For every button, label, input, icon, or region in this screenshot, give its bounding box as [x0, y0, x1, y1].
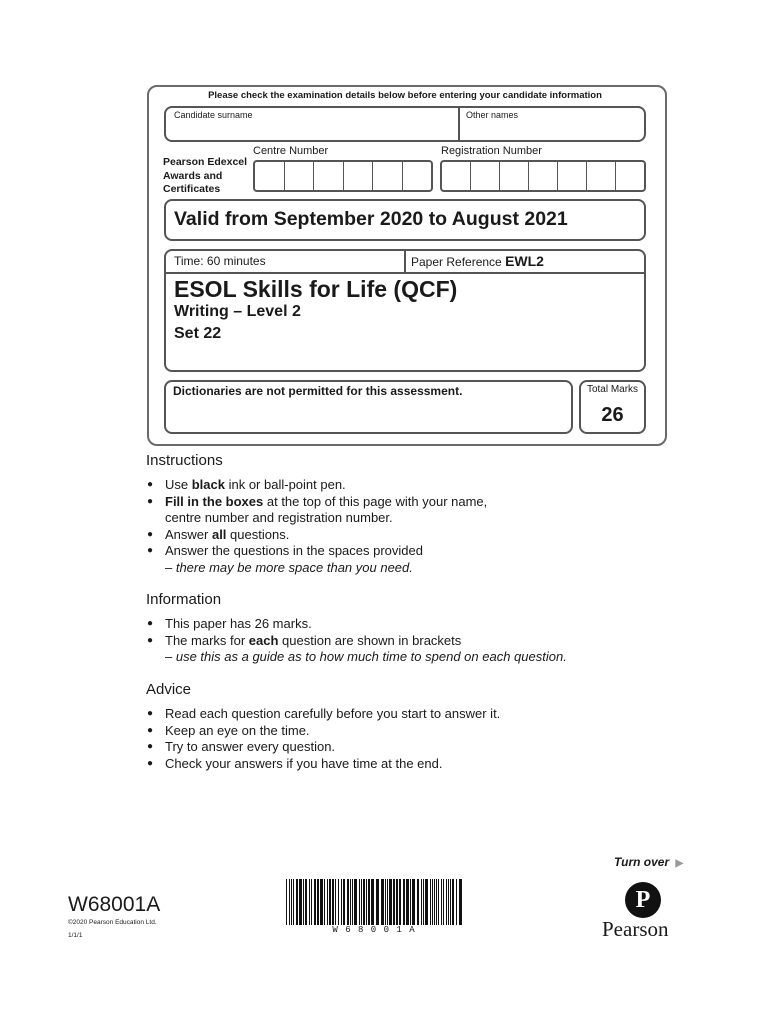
barcode-bar: [305, 879, 307, 925]
registration-number-boxes[interactable]: [440, 160, 646, 192]
barcode-bar: [371, 879, 374, 925]
list-item: [147, 543, 487, 576]
version: 1/1/1: [68, 932, 83, 939]
item-text: ink or ball-point pen.: [224, 477, 346, 492]
digit-box[interactable]: [314, 162, 344, 190]
item-text: The marks for: [165, 632, 249, 648]
barcode-bar: [303, 879, 304, 925]
other-names-field[interactable]: [462, 122, 644, 140]
item-emphasis: black: [191, 477, 225, 492]
advice-heading: Advice: [146, 681, 192, 698]
item-emphasis: each: [248, 632, 279, 648]
list-item: [147, 633, 567, 666]
barcode-bar: [363, 879, 365, 925]
barcode-bar: [381, 879, 384, 925]
turn-over-label: Turn over: [614, 855, 670, 869]
barcode-bar: [314, 879, 316, 925]
barcode-bar: [327, 879, 328, 925]
list-item: ● Check your answers if you have time at the end.: [147, 756, 500, 773]
barcode-bar: [293, 879, 294, 925]
awarding-body: [163, 156, 247, 197]
barcode-bar: [446, 879, 447, 925]
time-ref-divider: [404, 249, 406, 273]
candidate-surname-label: Candidate surname: [174, 110, 253, 120]
barcode-bar: [412, 879, 415, 925]
barcode-bar: [299, 879, 302, 925]
item-text: questions.: [226, 526, 290, 542]
item-emphasis: Fill in the boxes: [165, 493, 264, 509]
barcode-bar: [361, 879, 362, 925]
list-item: [147, 477, 487, 494]
item-text: Use: [165, 477, 192, 492]
other-names-label: Other names: [466, 110, 519, 120]
barcode-bar: [432, 879, 433, 925]
barcode-bar: [417, 879, 419, 925]
awarding-body-line: Certificates: [163, 183, 221, 195]
list-item: ● Keep an eye on the time.: [147, 723, 500, 740]
awarding-body-line: Awards and: [163, 169, 223, 182]
barcode-bar: [359, 879, 360, 925]
barcode-bar: [448, 879, 449, 925]
total-marks-label: Total Marks: [586, 384, 639, 395]
item-text: question are shown in brackets: [278, 632, 462, 648]
barcode-bar: [421, 879, 422, 925]
barcode-bar: [376, 879, 379, 925]
check-details-note: Please check the examination details below before entering your candidate information: [208, 90, 602, 101]
advice-list: [147, 706, 500, 772]
barcode-bar: [352, 879, 353, 925]
barcode-bar: [338, 879, 339, 925]
paper-reference: [411, 253, 544, 269]
registration-number-label: Registration Number: [441, 145, 542, 157]
barcode-bar: [317, 879, 319, 925]
list-item: [147, 527, 487, 544]
barcode-bar: [434, 879, 435, 925]
barcode-bar: [309, 879, 310, 925]
digit-box[interactable]: [500, 162, 529, 190]
barcode-bar: [425, 879, 428, 925]
exam-set: Set 22: [174, 325, 222, 342]
paper-code: W68001A: [68, 893, 161, 916]
barcode-bar: [385, 879, 386, 925]
centre-number-label: Centre Number: [253, 145, 329, 157]
triangle-right-icon: ▶: [675, 858, 684, 869]
barcode: [286, 879, 464, 925]
barcode-bar: [443, 879, 444, 925]
item-text: centre number and registration number.: [165, 510, 393, 525]
copyright: ©2020 Pearson Education Ltd.: [68, 919, 157, 926]
barcode-bar: [441, 879, 442, 925]
digit-box[interactable]: [529, 162, 558, 190]
list-item: ● Read each question carefully before you start to answer it.: [147, 706, 500, 723]
candidate-surname-field[interactable]: [166, 122, 456, 140]
item-text: This paper has 26 marks.: [165, 616, 312, 631]
item-note: – use this as a guide as to how much time to spend on each question.: [165, 649, 567, 664]
barcode-bar: [387, 879, 388, 925]
digit-box[interactable]: [587, 162, 616, 190]
barcode-bar: [286, 879, 287, 925]
barcode-bar: [341, 879, 342, 925]
barcode-bar: [456, 879, 457, 925]
barcode-bar: [396, 879, 398, 925]
dictionaries-note: Dictionaries are not permitted for this assessment.: [173, 384, 463, 398]
centre-number-boxes[interactable]: [253, 160, 433, 192]
total-marks-value: 26: [601, 404, 624, 426]
instructions-list: [147, 477, 487, 576]
digit-box[interactable]: [616, 162, 644, 190]
barcode-bar: [430, 879, 431, 925]
barcode-bar: [389, 879, 392, 925]
barcode-bar: [296, 879, 298, 925]
digit-box[interactable]: [285, 162, 315, 190]
digit-box[interactable]: [403, 162, 432, 190]
information-list: [147, 616, 567, 666]
barcode-bar: [450, 879, 451, 925]
barcode-bar: [354, 879, 357, 925]
barcode-bar: [399, 879, 401, 925]
information-heading: Information: [146, 591, 222, 608]
barcode-bar: [350, 879, 351, 925]
turn-over-prompt: [614, 855, 683, 869]
barcode-bar: [436, 879, 437, 925]
barcode-bar: [406, 879, 409, 925]
paper-reference-label: Paper Reference: [411, 255, 502, 269]
item-text: Answer: [165, 526, 212, 542]
barcode-bar: [459, 879, 462, 925]
barcode-bar: [311, 879, 312, 925]
barcode-bar: [368, 879, 370, 925]
barcode-bar: [452, 879, 454, 925]
barcode-bar: [324, 879, 325, 925]
awarding-body-line: Pearson Edexcel: [163, 156, 248, 168]
exam-title: ESOL Skills for Life (QCF): [174, 276, 458, 302]
item-text: Answer the questions in the spaces provided: [165, 543, 423, 558]
digit-box[interactable]: [344, 162, 374, 190]
list-item: [147, 494, 487, 527]
barcode-text: W 6 8 0 0 1 A: [332, 925, 416, 935]
barcode-bar: [366, 879, 367, 925]
barcode-bar: [393, 879, 395, 925]
pearson-logo-icon: [625, 882, 661, 918]
barcode-bar: [291, 879, 292, 925]
barcode-bar: [423, 879, 424, 925]
digit-box[interactable]: [255, 162, 285, 190]
item-note: – there may be more space than you need.: [165, 559, 413, 575]
barcode-bar: [332, 879, 334, 925]
list-item: ● Try to answer every question.: [147, 739, 500, 756]
barcode-bar: [335, 879, 336, 925]
barcode-bar: [329, 879, 331, 925]
barcode-bar: [343, 879, 345, 925]
item-emphasis: all: [211, 526, 227, 542]
logo-letter: P: [635, 887, 651, 913]
barcode-bar: [347, 879, 349, 925]
instructions-heading: Instructions: [146, 452, 223, 469]
barcode-bar: [320, 879, 323, 925]
exam-subtitle: Writing – Level 2: [174, 303, 301, 320]
item-text: at the top of this page with your name,: [263, 493, 488, 509]
time-allowed: Time: 60 minutes: [174, 254, 266, 268]
paper-reference-code: EWL2: [505, 253, 544, 269]
barcode-bar: [289, 879, 290, 925]
barcode-bar: [403, 879, 405, 925]
digit-box[interactable]: [373, 162, 403, 190]
barcode-bar: [410, 879, 411, 925]
pearson-wordmark: Pearson: [602, 917, 669, 941]
digit-box[interactable]: [558, 162, 587, 190]
barcode-bar: [438, 879, 439, 925]
name-divider: [458, 106, 460, 142]
digit-box[interactable]: [442, 162, 471, 190]
validity-text: Valid from September 2020 to August 2021: [174, 208, 568, 230]
list-item: [147, 616, 567, 633]
digit-box[interactable]: [471, 162, 500, 190]
